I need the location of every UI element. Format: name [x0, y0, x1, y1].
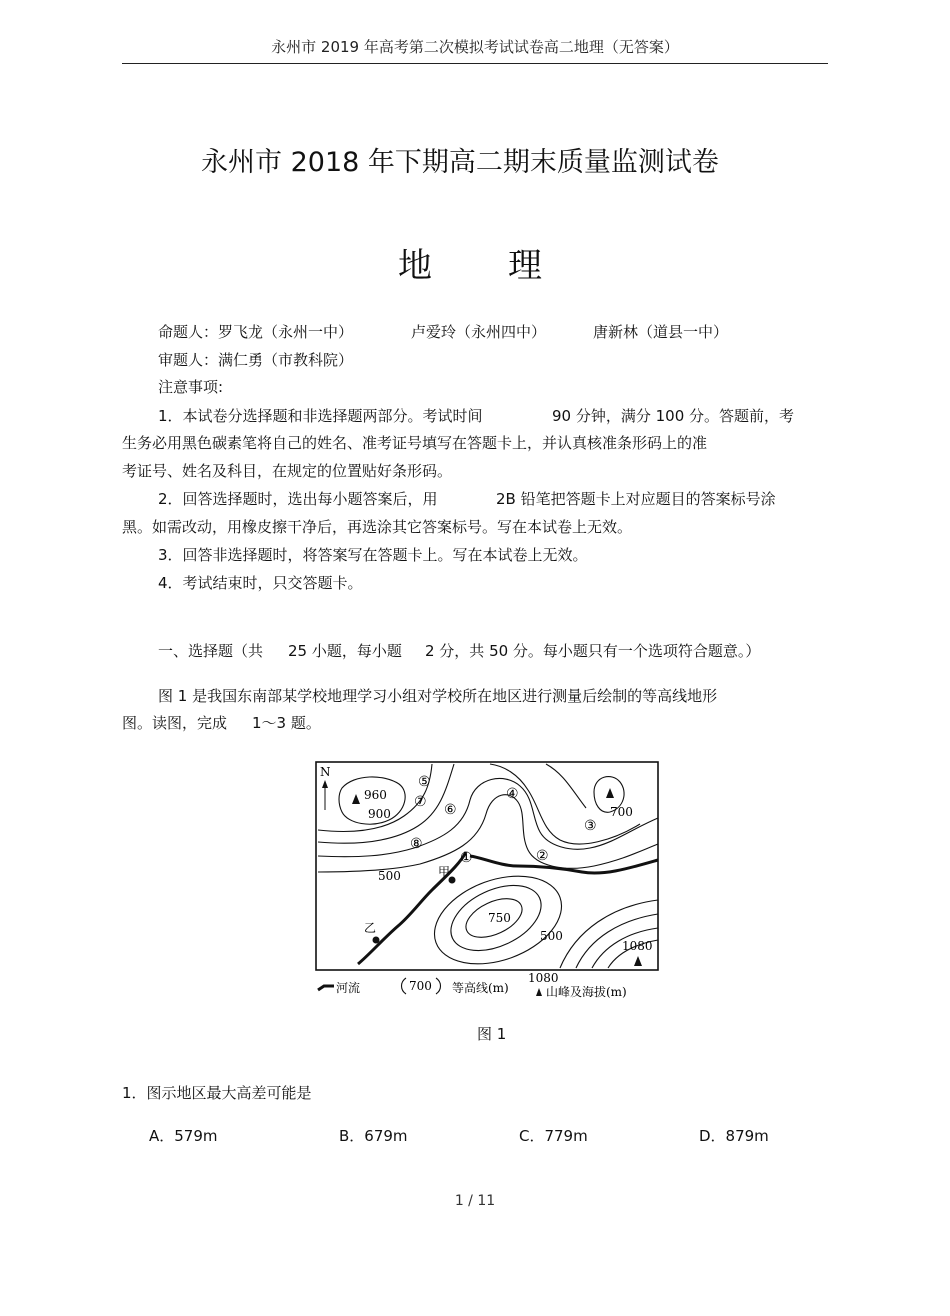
section-heading-b: 25 小题，每小题 [288, 642, 402, 660]
intro-line-2b: 1～3 题。 [252, 714, 321, 732]
marker-1: ① [460, 850, 473, 866]
label-960: 960 [364, 788, 387, 802]
marker-8: ⑧ [410, 836, 423, 852]
figure-caption: 图 1 [477, 1025, 507, 1043]
note-1c: 生务必用黑色碳素笔将自己的姓名、准考证号填写在答题卡上，并认真核准条形码上的准 [122, 434, 708, 452]
label-yi: 乙 [364, 921, 377, 935]
option-b: B．679m [339, 1127, 408, 1145]
author-line-1b: 卢爱玲（永州四中） [411, 323, 547, 341]
marker-7: ⑦ [414, 794, 427, 810]
legend-contour-sample: 700 [409, 979, 432, 993]
option-d: D．879m [699, 1127, 769, 1145]
note-1b: 90 分钟，满分 100 分。答题前，考 [552, 407, 795, 425]
legend-contour-right [436, 978, 441, 994]
section-heading-c: 2 分，共 50 分。每小题只有一个选项符合题意。） [425, 642, 761, 660]
subject-title [398, 238, 542, 287]
label-1080: 1080 [622, 939, 653, 953]
marker-2: ② [536, 848, 549, 864]
contour-map-figure [314, 760, 660, 1000]
subject-char-left: 地 [398, 246, 432, 286]
running-header: 永州市 2019 年高考第二次模拟考试试卷高二地理（无答案） [271, 38, 679, 56]
option-c: C．779m [519, 1127, 588, 1145]
page-number: 1 / 11 [454, 1193, 496, 1209]
note-1d: 考证号、姓名及科目，在规定的位置贴好条形码。 [122, 462, 453, 480]
section-heading-a: 一、选择题（共 [158, 642, 264, 660]
note-2a: 2．回答选择题时，选出每小题答案后，用 [158, 490, 438, 508]
north-label: N [320, 765, 331, 779]
label-750: 750 [488, 911, 511, 925]
marker-6: ⑥ [444, 802, 457, 818]
reviewer-line: 审题人：满仁勇（市教科院） [158, 351, 354, 369]
intro-line-1: 图 1 是我国东南部某学校地理学习小组对学校所在地区进行测量后绘制的等高线地形 [158, 687, 718, 705]
label-700-ne: 700 [610, 805, 633, 819]
legend-peak-sample: 1080 [528, 971, 559, 985]
legend-contour: 等高线(m) [452, 981, 509, 995]
note-1a: 1．本试卷分选择题和非选择题两部分。考试时间 [158, 407, 483, 425]
label-900: 900 [368, 807, 391, 821]
intro-line-2a: 图。读图，完成 [122, 714, 228, 732]
author-line-1: 命题人：罗飞龙（永州一中） [158, 323, 354, 341]
note-2b: 2B 铅笔把答题卡上对应题目的答案标号涂 [496, 490, 776, 508]
legend-contour-left [402, 978, 407, 994]
legend-peak-marker [536, 988, 542, 996]
contour-map-svg [314, 760, 660, 1000]
marker-3: ③ [584, 818, 597, 834]
question-1-stem: 1．图示地区最大高差可能是 [122, 1084, 312, 1102]
note-4: 4．考试结束时，只交答题卡。 [158, 574, 363, 592]
marker-5: ⑤ [418, 774, 431, 790]
header-rule [122, 63, 828, 64]
author-line-1c: 唐新林（道县一中） [593, 323, 729, 341]
exam-title: 永州市 2018 年下期高二期末质量监测试卷 [201, 147, 719, 178]
option-a: A．579m [149, 1127, 218, 1145]
label-500-w: 500 [378, 869, 401, 883]
subject-char-right: 理 [508, 246, 542, 286]
label-jia: 甲 [438, 865, 451, 879]
legend-river: 河流 [336, 981, 361, 995]
label-500-s: 500 [540, 929, 563, 943]
legend-river-symbol [318, 986, 334, 990]
note-2c: 黑。如需改动，用橡皮擦干净后，再选涂其它答案标号。写在本试卷上无效。 [122, 518, 633, 536]
legend-peak: 山峰及海拔(m) [546, 985, 627, 999]
marker-4: ④ [506, 786, 519, 802]
point-yi [373, 937, 380, 944]
notes-heading: 注意事项: [158, 378, 224, 396]
note-3: 3．回答非选择题时，将答案写在答题卡上。写在本试卷上无效。 [158, 546, 588, 564]
